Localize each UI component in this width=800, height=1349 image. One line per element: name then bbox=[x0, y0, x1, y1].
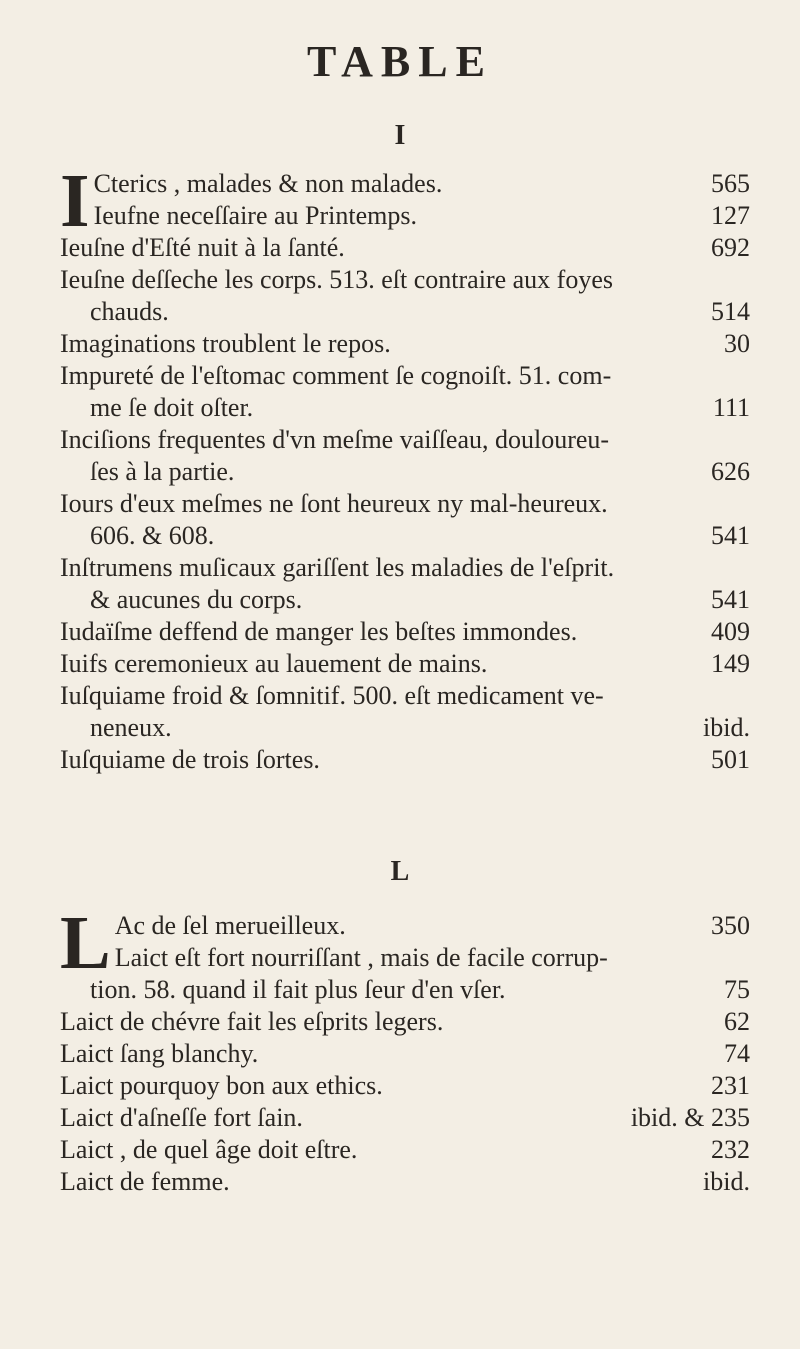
entry-page: 30 bbox=[724, 329, 750, 358]
entry-page: 541 bbox=[711, 585, 750, 614]
entry-page: 232 bbox=[711, 1135, 750, 1164]
section-l-entries bbox=[60, 901, 750, 1198]
entry-text: Iuſquiame froid & ſomnitif. 500. eſt medicament ve- bbox=[60, 681, 604, 710]
section-letter-i: I bbox=[394, 120, 406, 151]
index-entry bbox=[60, 488, 750, 552]
index-entry bbox=[60, 552, 750, 616]
drop-cap-i: I bbox=[60, 159, 90, 243]
entry-page: 409 bbox=[711, 617, 750, 646]
entry-page: ibid. & 235 bbox=[630, 1103, 750, 1132]
entry-text: Iours d'eux meſmes ne ſont heureux ny mal-heureux. bbox=[60, 489, 608, 518]
index-entry bbox=[60, 648, 750, 680]
entry-page: ibid. bbox=[703, 1167, 750, 1196]
entry-text-continued: ſes à la partie. bbox=[90, 457, 235, 486]
entry-text: Iudaïſme deffend de manger les beſtes immondes. bbox=[60, 617, 578, 646]
drop-cap-l: L bbox=[60, 901, 111, 985]
index-entry bbox=[60, 1102, 750, 1134]
index-entry bbox=[60, 616, 750, 648]
entry-text: Laict ſang blanchy. bbox=[60, 1039, 259, 1068]
entry-page: 231 bbox=[711, 1071, 750, 1100]
entry-text: Ac de ſel merueilleux. bbox=[114, 911, 346, 940]
entry-page: 127 bbox=[711, 201, 750, 230]
index-entry bbox=[60, 680, 750, 744]
entry-text: Laict eſt fort nourriſſant , mais de facile corrup- bbox=[114, 943, 608, 972]
index-entry bbox=[60, 328, 750, 360]
index-entry bbox=[60, 1006, 750, 1038]
entry-text: Iuſquiame de trois ſortes. bbox=[60, 745, 320, 774]
entry-page: ibid. bbox=[703, 713, 750, 742]
entry-page: 692 bbox=[711, 233, 750, 262]
entry-text-continued: & aucunes du corps. bbox=[90, 585, 303, 614]
entry-text-continued: 606. & 608. bbox=[90, 521, 215, 550]
entry-page: 350 bbox=[711, 911, 750, 940]
entry-text: Laict , de quel âge doit eſtre. bbox=[60, 1135, 358, 1164]
index-entry bbox=[60, 232, 750, 264]
entry-text: Ieuſne d'Eſté nuit à la ſanté. bbox=[60, 233, 345, 262]
entry-text-continued: tion. 58. quand il fait plus ſeur d'en vſer. bbox=[90, 975, 506, 1004]
entry-text: Laict de femme. bbox=[60, 1167, 230, 1196]
entry-page: 149 bbox=[711, 649, 750, 678]
entry-page: 565 bbox=[711, 169, 750, 198]
section-letter-l: L bbox=[390, 856, 410, 887]
entry-text: Imaginations troublent le repos. bbox=[60, 329, 391, 358]
entry-text: Laict pourquoy bon aux ethics. bbox=[60, 1071, 383, 1100]
index-entry bbox=[60, 1134, 750, 1166]
entry-page: 74 bbox=[724, 1039, 750, 1068]
entry-page: 626 bbox=[711, 457, 750, 486]
entry-text: Inciſions frequentes d'vn meſme vaiſſeau, douloureu- bbox=[60, 425, 610, 454]
index-entry bbox=[60, 264, 750, 328]
index-entry bbox=[60, 200, 750, 232]
entry-text: Ieufne neceſſaire au Printemps. bbox=[93, 201, 417, 230]
entry-page: 111 bbox=[712, 393, 750, 422]
entry-text: Laict d'aſneſſe fort ſain. bbox=[60, 1103, 303, 1132]
index-entry bbox=[60, 1166, 750, 1198]
entry-page: 501 bbox=[711, 745, 750, 774]
entry-text-continued: neneux. bbox=[90, 713, 172, 742]
entry-text: Inſtrumens muſicaux gariſſent les maladies de l'eſprit. bbox=[60, 553, 615, 582]
entry-page: 62 bbox=[724, 1007, 750, 1036]
index-entry bbox=[60, 424, 750, 488]
index-entry bbox=[60, 1038, 750, 1070]
entry-text: Laict de chévre fait les eſprits legers. bbox=[60, 1007, 444, 1036]
index-entry bbox=[60, 942, 750, 1006]
entry-text: Cterics , malades & non malades. bbox=[93, 169, 443, 198]
page-title: TABLE bbox=[307, 37, 493, 86]
entry-text: Impureté de l'eſtomac comment ſe cognoiſt. 51. com- bbox=[60, 361, 612, 390]
entry-page: 75 bbox=[724, 975, 750, 1004]
section-i-entries bbox=[60, 159, 750, 776]
index-entry bbox=[60, 1070, 750, 1102]
entry-text-continued: chauds. bbox=[90, 297, 169, 326]
index-entry bbox=[60, 744, 750, 776]
entry-page: 541 bbox=[711, 521, 750, 550]
entry-text: Ieuſne deſſeche les corps. 513. eſt contraire aux foyes bbox=[60, 265, 613, 294]
index-entry bbox=[60, 360, 750, 424]
entry-page: 514 bbox=[711, 297, 750, 326]
entry-text-continued: me ſe doit oſter. bbox=[90, 393, 254, 422]
entry-text: Iuifs ceremonieux au lauement de mains. bbox=[60, 649, 488, 678]
